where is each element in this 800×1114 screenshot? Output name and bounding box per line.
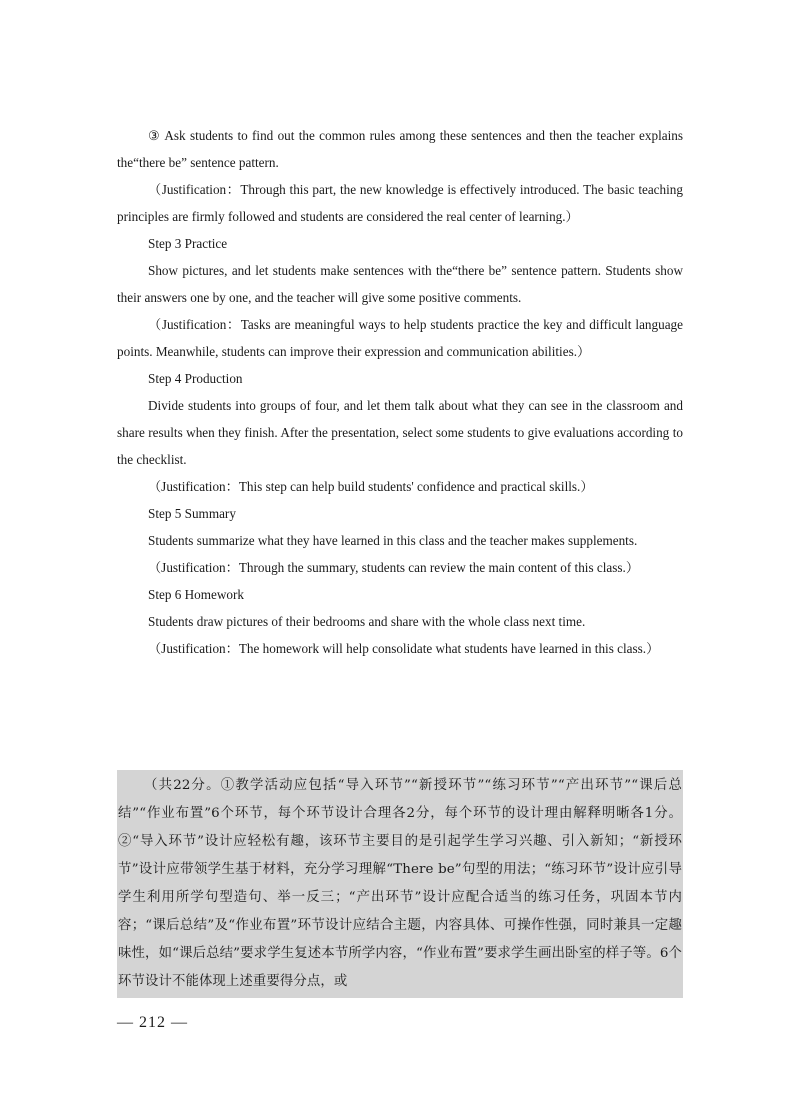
justification-paragraph: （Justification：This step can help build students' confidence and practical skills.） [148,479,594,494]
justification-paragraph: （Justification：The homework will help consolidate what students have learned in this class.） [148,641,660,656]
step-heading: Step 6 Homework [148,587,244,602]
step-heading: Step 5 Summary [148,506,236,521]
body-text [117,122,683,662]
scoring-guide-text: （共22分。①教学活动应包括“导入环节”“新授环节”“练习环节”“产出环节”“课后总结”“作业布置”6个环节，每个环节设计合理各2分，每个环节的设计理由解释明晰各1分。②“导入环节”设计应轻松有趣，该环节主要目的是引起学生学习兴趣、引入新知；“新授环节”设计应带领学生基于材料，充分学习理解“There be”句型的用法；“练习环节”设计应引导学生利用所学句型造句、举一反三；“产出环节”设计应配合适当的练习任务，巩固本节内容；“课后总结”及“作业布置”环节设计应结合主题，内容具体、可操作性强，同时兼具一定趣味性，如“课后总结”要求学生复述本节所学内容，“作业布置”要求学生画出卧室的样子等。6个环节设计不能体现上述重要得分点，或 [118,778,682,989]
page-number: — 212 — [117,1014,188,1031]
paragraph: ③ Ask students to find out the common rules among these sentences and then the teacher explains the“there be” sentence pattern. [117,128,683,170]
justification-paragraph: （Justification：Through the summary, students can review the main content of this class.） [148,560,640,575]
step-heading: Step 4 Production [148,371,243,386]
scoring-guide-box [117,770,683,998]
paragraph: Students summarize what they have learned in this class and the teacher makes supplements. [148,533,638,548]
paragraph: Students draw pictures of their bedrooms and share with the whole class next time. [148,614,586,629]
justification-paragraph: （Justification：Through this part, the new knowledge is effectively introduced. The basic teaching principles are firmly followed and students are considered the real center of learning.） [117,182,683,224]
justification-paragraph: （Justification：Tasks are meaningful ways to help students practice the key and difficult language points. Meanwhile, students can improve their expression and communication abilities.） [117,317,683,359]
paragraph: Divide students into groups of four, and let them talk about what they can see in the classroom and share results when they finish. After the presentation, select some students to give evaluations according to the checklist. [117,398,683,467]
step-heading: Step 3 Practice [148,236,228,251]
paragraph: Show pictures, and let students make sentences with the“there be” sentence pattern. Students show their answers one by one, and the teacher will give some positive comments. [117,263,683,305]
